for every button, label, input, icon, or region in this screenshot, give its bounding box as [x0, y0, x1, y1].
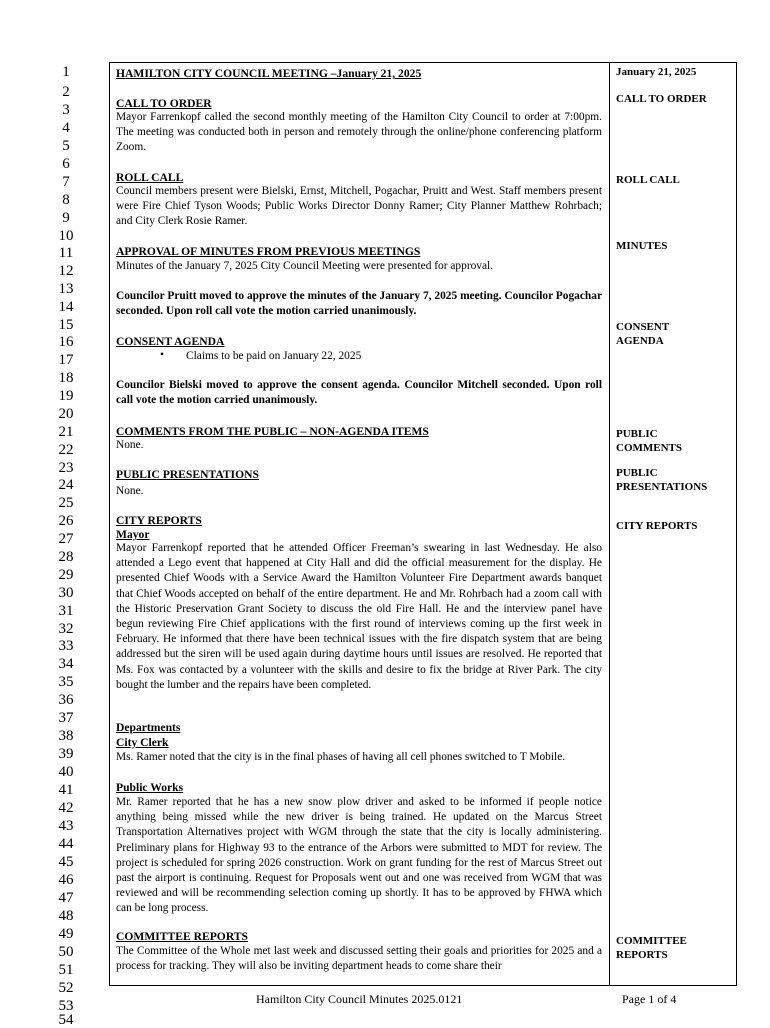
line-number: 4 — [62, 120, 70, 136]
sidebar-public-comments: PUBLIC COMMENTS — [616, 428, 682, 454]
line-number: 38 — [58, 728, 74, 744]
public-comments-heading: COMMENTS FROM THE PUBLIC – NON-AGENDA ITEMS — [116, 425, 429, 438]
line-number: 44 — [58, 836, 74, 852]
line-number: 30 — [58, 585, 74, 601]
mayor-report-text: Mayor Farrenkopf reported that he attended Officer Freeman’s swearing in last Wednesday. He also attended a Lego event that happened at City Hall and did the official measurement for the display. He presented Chief Woods with a Service Award the Hamilton Volunteer Fire Department awards banquet that Chief Woods accepted on behalf of the entire department. He and Mr. Rohrbach had a zoom call with the Historic Preservation Grant Society to discuss the old Fire Hall. He and the interview panel have begun reviewing Fire Chief applications with the first round of interviews coming up the first week in February. He informed that there have been technical issues with the fire dispatch system that are being addressed but the siren will be used again during daytime hours until issues are resolved. He reported that Ms. Fox was contacted by a volunteer with the skills and desire to fix the bridge at River Park. The city bought the lumber and the repairs have been completed. — [116, 542, 602, 691]
line-number: 7 — [62, 174, 70, 190]
line-number: 2 — [62, 84, 70, 100]
public-comments-text: None. — [116, 439, 144, 451]
line-number: 47 — [58, 890, 74, 906]
line-number: 50 — [58, 944, 74, 960]
sidebar-public-presentations: PUBLIC PRESENTATIONS — [616, 467, 708, 493]
line-number: 9 — [62, 210, 70, 226]
line-number: 21 — [58, 424, 74, 440]
line-number: 18 — [58, 370, 74, 386]
line-number: 32 — [58, 621, 74, 637]
call-to-order-text: Mayor Farrenkopf called the second monthly meeting of the Hamilton City Council to order at 7:00pm. The meeting was conducted both in person and remotely through the online/phone conferencing platform Zoom. — [116, 111, 602, 154]
consent-motion: Councilor Bielski moved to approve the consent agenda. Councilor Mitchell seconded. Upon roll call vote the motion carried unanimously. — [116, 379, 602, 407]
footer-page-number: Page 1 of 4 — [622, 992, 677, 1006]
committee-reports-heading: COMMITTEE REPORTS — [116, 930, 248, 943]
bullet-marker: • — [160, 349, 164, 361]
line-number: 34 — [58, 656, 74, 672]
line-number: 29 — [58, 567, 74, 583]
line-number: 23 — [58, 460, 74, 476]
line-number: 26 — [58, 513, 74, 529]
sidebar-city-reports: CITY REPORTS — [616, 520, 698, 532]
line-number: 5 — [62, 138, 70, 154]
line-number: 35 — [58, 674, 74, 690]
roll-call-text: Council members present were Bielski, Ernst, Mitchell, Pogachar, Pruitt and West. Staff members present were Fire Chief Tyson Woods; Public Works Director Donny Ramer; City Planner Matthew Rohrbach; and City Clerk Rosie Ramer. — [116, 185, 602, 228]
line-number: 28 — [58, 549, 74, 565]
line-number: 24 — [58, 477, 74, 493]
roll-call-heading: ROLL CALL — [116, 171, 184, 184]
line-number: 16 — [58, 334, 74, 350]
sidebar-consent-agenda: CONSENT AGENDA — [616, 321, 669, 347]
line-number: 27 — [58, 531, 74, 547]
minutes-motion: Councilor Pruitt moved to approve the minutes of the January 7, 2025 meeting. Councilor Pogachar seconded. Upon roll call vote the motion carried unanimously. — [116, 290, 602, 318]
line-number: 3 — [62, 102, 70, 118]
line-number: 36 — [58, 692, 74, 708]
line-number: 40 — [58, 764, 74, 780]
line-number: 45 — [58, 854, 74, 870]
sidebar-date: January 21, 2025 — [616, 66, 697, 78]
committee-reports-text: The Committee of the Whole met last week and discussed setting their goals and priorities for 2025 and a process for tracking. They will also be inviting department heads to come share their — [116, 945, 602, 973]
line-number: 54 — [58, 1012, 74, 1028]
line-number: 37 — [58, 710, 74, 726]
public-presentations-text: None. — [116, 485, 144, 497]
sidebar-minutes: MINUTES — [616, 240, 668, 252]
call-to-order-heading: CALL TO ORDER — [116, 97, 212, 110]
minutes-heading: APPROVAL OF MINUTES FROM PREVIOUS MEETINGS — [116, 245, 421, 258]
line-number: 22 — [58, 442, 74, 458]
line-number: 39 — [58, 746, 74, 762]
line-number: 31 — [58, 603, 74, 619]
line-number: 17 — [58, 352, 74, 368]
city-reports-heading: CITY REPORTS — [116, 514, 202, 527]
public-works-heading: Public Works — [116, 781, 184, 794]
line-number: 42 — [58, 800, 74, 816]
public-presentations-heading: PUBLIC PRESENTATIONS — [116, 468, 259, 481]
line-number: 14 — [58, 299, 74, 315]
line-number: 10 — [58, 228, 74, 244]
line-number: 15 — [58, 317, 74, 333]
line-number: 20 — [58, 406, 74, 422]
document-title: HAMILTON CITY COUNCIL MEETING –January 21, 2025 — [116, 67, 422, 80]
footer-document-title: Hamilton City Council Minutes 2025.0121 — [256, 992, 463, 1006]
line-number: 46 — [58, 872, 74, 888]
mayor-heading: Mayor — [116, 528, 150, 541]
city-clerk-text: Ms. Ramer noted that the city is in the final phases of having all cell phones switched to T Mobile. — [116, 751, 566, 763]
consent-agenda-heading: CONSENT AGENDA — [116, 335, 225, 348]
line-number: 49 — [58, 926, 74, 942]
sidebar-committee-reports: COMMITTEE REPORTS — [616, 935, 687, 961]
line-number: 48 — [58, 908, 74, 924]
city-clerk-heading: City Clerk — [116, 736, 169, 749]
column-divider — [609, 62, 610, 986]
line-number: 53 — [58, 998, 74, 1014]
line-number: 25 — [58, 495, 74, 511]
public-works-text: Mr. Ramer reported that he has a new snow plow driver and asked to be informed if people notice anything being missed while the new driver is being trained. He updated on the Marcus Street Transportation Alternatives project with WGM through the state that the city is locally administering. Preliminary plans for Highway 93 to the entrance of the Arbors were submitted to MDT for review. The project is scheduled for spring 2026 construction. Work on grant funding for the rest of Marcus Street out past the airport is continuing. Request for Proposals went out and one was received from WGM that was reviewed and will be recommending selection coming up shortly. It has to be approved by FHWA which can be long process. — [116, 796, 602, 915]
line-number: 52 — [58, 980, 74, 996]
line-number: 51 — [58, 962, 74, 978]
line-number: 19 — [58, 388, 74, 404]
line-number: 1 — [62, 64, 70, 80]
departments-heading: Departments — [116, 721, 181, 734]
line-number: 13 — [58, 281, 74, 297]
line-number: 11 — [58, 245, 74, 261]
sidebar-call-to-order: CALL TO ORDER — [616, 93, 707, 105]
sidebar-roll-call: ROLL CALL — [616, 174, 680, 186]
line-number: 6 — [62, 156, 70, 172]
line-number: 33 — [58, 638, 74, 654]
line-number: 41 — [58, 782, 74, 798]
line-number: 8 — [62, 192, 70, 208]
line-number: 43 — [58, 818, 74, 834]
consent-bullet-item: Claims to be paid on January 22, 2025 — [186, 350, 362, 362]
minutes-text: Minutes of the January 7, 2025 City Council Meeting were presented for approval. — [116, 260, 494, 272]
line-number: 12 — [58, 263, 74, 279]
